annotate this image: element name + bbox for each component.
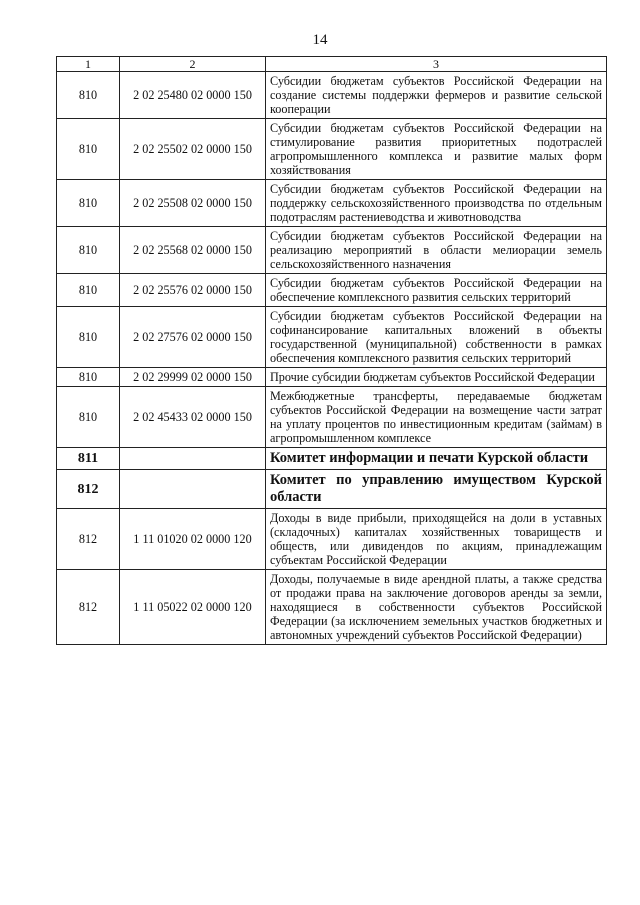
- revenue-codes-table: [56, 56, 607, 645]
- admin-code-cell: 810: [57, 368, 120, 387]
- budget-classification-code-cell: 2 02 25502 02 0000 150: [120, 119, 266, 180]
- description-cell: Субсидии бюджетам субъектов Российской Федерации на стимулирование развития приоритетных подотраслей агропромышленного комплекса и развитие малых форм хозяйствования: [266, 119, 607, 180]
- table-row: [57, 570, 607, 645]
- table-row: [57, 180, 607, 227]
- table-header-row: [57, 57, 607, 72]
- budget-classification-code-cell: 2 02 25568 02 0000 150: [120, 227, 266, 274]
- admin-code-cell: 810: [57, 274, 120, 307]
- budget-classification-code-cell: [120, 448, 266, 470]
- table-row: [57, 448, 607, 470]
- description-cell: Доходы в виде прибыли, приходящейся на доли в уставных (складочных) капиталах хозяйственных товариществ и обществ, или дивидендов по акциям, принадлежащим субъектам Российской Федерации: [266, 509, 607, 570]
- admin-code-cell: 810: [57, 387, 120, 448]
- column-header-3: 3: [266, 57, 607, 72]
- admin-code-cell: 812: [57, 470, 120, 509]
- admin-code-cell: 810: [57, 119, 120, 180]
- description-cell: Доходы, получаемые в виде арендной платы, а также средства от продажи права на заключение договоров аренды за земли, находящиеся в собственности субъектов Российской Федерации (за исключением земельных участков бюджетных и автономных учреждений субъектов Российской Федерации): [266, 570, 607, 645]
- budget-classification-code-cell: 2 02 25508 02 0000 150: [120, 180, 266, 227]
- admin-code-cell: 811: [57, 448, 120, 470]
- description-cell: Субсидии бюджетам субъектов Российской Федерации на софинансирование капитальных вложений в объекты государственной (муниципальной) собственности в рамках обеспечения комплексного развития сельских территорий: [266, 307, 607, 368]
- table-row: [57, 72, 607, 119]
- table-row: [57, 368, 607, 387]
- table-row: [57, 227, 607, 274]
- description-cell: Субсидии бюджетам субъектов Российской Федерации на создание системы поддержки фермеров и развитие сельской кооперации: [266, 72, 607, 119]
- table-row: [57, 509, 607, 570]
- admin-code-cell: 810: [57, 180, 120, 227]
- budget-classification-code-cell: 2 02 25576 02 0000 150: [120, 274, 266, 307]
- description-cell: Субсидии бюджетам субъектов Российской Федерации на обеспечение комплексного развития сельских территорий: [266, 274, 607, 307]
- budget-classification-code-cell: 1 11 01020 02 0000 120: [120, 509, 266, 570]
- column-header-1: 1: [57, 57, 120, 72]
- admin-code-cell: 812: [57, 570, 120, 645]
- description-cell: Комитет по управлению имуществом Курской области: [266, 470, 607, 509]
- description-cell: Прочие субсидии бюджетам субъектов Российской Федерации: [266, 368, 607, 387]
- description-cell: Субсидии бюджетам субъектов Российской Федерации на реализацию мероприятий в области мелиорации земель сельскохозяйственного назначения: [266, 227, 607, 274]
- admin-code-cell: 810: [57, 227, 120, 274]
- admin-code-cell: 810: [57, 307, 120, 368]
- budget-classification-code-cell: 2 02 29999 02 0000 150: [120, 368, 266, 387]
- column-header-2: 2: [120, 57, 266, 72]
- table-row: [57, 307, 607, 368]
- admin-code-cell: 812: [57, 509, 120, 570]
- description-cell: Комитет информации и печати Курской области: [266, 448, 607, 470]
- description-cell: Межбюджетные трансферты, передаваемые бюджетам субъектов Российской Федерации на возмещение части затрат на уплату процентов по инвестиционным кредитам (займам) в агропромышленном комплексе: [266, 387, 607, 448]
- table-row: [57, 470, 607, 509]
- description-cell: Субсидии бюджетам субъектов Российской Федерации на поддержку сельскохозяйственного производства по отдельным подотраслям растениеводства и животноводства: [266, 180, 607, 227]
- table-row: [57, 119, 607, 180]
- budget-classification-code-cell: 2 02 25480 02 0000 150: [120, 72, 266, 119]
- page-number: 14: [312, 32, 328, 48]
- table-row: [57, 387, 607, 448]
- budget-classification-code-cell: [120, 470, 266, 509]
- budget-classification-code-cell: 1 11 05022 02 0000 120: [120, 570, 266, 645]
- table-row: [57, 274, 607, 307]
- budget-classification-code-cell: 2 02 27576 02 0000 150: [120, 307, 266, 368]
- admin-code-cell: 810: [57, 72, 120, 119]
- budget-classification-code-cell: 2 02 45433 02 0000 150: [120, 387, 266, 448]
